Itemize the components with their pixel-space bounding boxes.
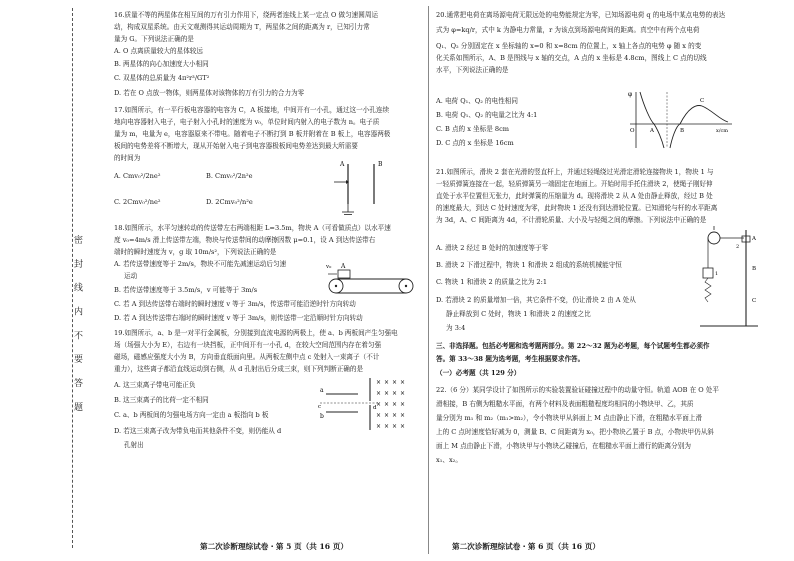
field-x-mark: ×	[384, 423, 390, 430]
q22-line: 滑相接，B 右侧为粗糙水平面，有两个材料及表面粗糙程度均相同的小物块甲、乙，其质	[436, 400, 694, 408]
q19-line: 重力），这些离子都沿直线运动到右侧，从 d 孔射出后分成三束，则下列判断正确的是	[114, 365, 364, 373]
q20-line: 20.通常把电荷在离场源电荷无限远处的电势能规定为零，已知场源电荷 q 的电场中某点电势的表达	[436, 11, 726, 19]
field-x-mark: ×	[392, 423, 398, 430]
q21-line: 为 3d，A、C 间距离为 4d，不计滑轮质量、大小及与轻绳之间的摩擦。下列说法中正确的是	[436, 216, 707, 224]
q19-velocity-selector-figure	[318, 374, 410, 442]
q20-option-d: D. C 点的 x 坐标是 16cm	[436, 139, 514, 147]
pulley-axle	[335, 285, 337, 287]
field-x-mark: ×	[376, 423, 382, 430]
field-x-mark: ×	[400, 379, 406, 386]
q17-line: 量为 m，电量为 e，电容器原来不带电。随着电子不断打到 B 板并附着在 B 板上，电容器两极	[114, 130, 391, 138]
label-a: A	[650, 128, 654, 134]
label-c: C	[700, 98, 705, 104]
q21-option-b: B. 滑块 2 下滑过程中，物块 1 和滑块 2 组成的系统机械能守恒	[436, 261, 622, 269]
q19-option-d-cont: 孔射出	[124, 441, 144, 449]
q16-option-d: D. 若在 O 点放一物体，则两星体对该物体的万有引力的合力为零	[114, 89, 305, 97]
q19-line: 19.如图所示，a、b 是一对平行金属板，分别接到直流电源的两极上，使 a、b 两板间产生匀强电	[114, 329, 398, 337]
field-x-mark: ×	[392, 401, 398, 408]
q20-line: Q₁、Q₂ 分别固定在 x 坐标轴的 x=0 和 x=8cm 的位置上，x 轴上各点的电势 φ 随 x 的变	[436, 42, 702, 50]
label-b: B	[378, 161, 383, 168]
field-x-mark: ×	[400, 401, 406, 408]
q21-line: 21.如图所示，滑块 2 套在光滑的竖直杆上，并通过轻绳绕过光滑定滑轮连接物块 1，物块 1 与	[436, 168, 714, 176]
q19-option-c: C. a、b 两板间的匀强电场方向一定由 a 板指向 b 板	[114, 411, 269, 419]
q17-line: 17.如图所示，有一平行板电容器的电容为 C，A 板接地，中间开有一小孔，通过这一小孔连续	[114, 106, 390, 114]
label-b: B	[680, 128, 685, 134]
field-x-mark: ×	[376, 390, 382, 397]
label-2: 2	[736, 244, 740, 250]
label-b: B	[752, 266, 757, 272]
footer-page-5: 第二次诊断理综试卷・第 5 页（共 16 页）	[200, 542, 348, 551]
field-x-mark: ×	[392, 412, 398, 419]
label-a: a	[320, 387, 324, 394]
q18-option-c: C. 若 A 到达传送带右端时的瞬时速度 v 等于 3m/s，传送带可能沿逆时针方向转动	[114, 300, 356, 308]
label-o: O	[630, 128, 635, 134]
q20-potential-figure	[624, 86, 736, 152]
field-x-mark: ×	[392, 390, 398, 397]
q19-option-d: D. 若这三束离子改为带负电而其他条件不变，则仍能从 d	[114, 427, 282, 435]
q19-option-a: A. 这三束离子带电可能正负	[114, 381, 196, 389]
q18-option-a: A. 若传送带速度等于 2m/s，物块不可能先减速运动后匀速	[114, 260, 287, 268]
q21-line: 直处于水平位置但无张力，此时弹簧的压缩量为 d。现将滑块 2 从 A 处由静止释放，经过 B 处	[436, 192, 713, 200]
field-x-mark: ×	[384, 390, 390, 397]
q18-line: 端时的瞬时速度为 v，g 取 10m/s²，下列说法正确的是	[114, 248, 277, 256]
q20-option-b: B. 电荷 Q₁、Q₂ 的电量之比为 4:1	[436, 111, 538, 119]
label-a: A	[340, 161, 345, 168]
potential-curve-right	[670, 106, 728, 148]
label-c: c	[318, 404, 322, 410]
q16-line: 动，构成双星系统。由天文观测得其运动周期为 T，两星体之间的距离为 r，已知引力常	[114, 23, 370, 31]
q18-line: 度 v₀=4m/s 滑上传送带左端，物块与传送带间的动摩擦因数 μ=0.1，设 A 到达传送带右	[114, 236, 376, 244]
field-x-mark: ×	[400, 423, 406, 430]
q18-conveyor-figure	[326, 256, 416, 302]
q22-line: 量分别为 m₁ 和 m₂（m₁>m₂），令小物块甲从斜面上 M 点由静止下滑，在粗糙水平面上滑	[436, 414, 703, 422]
q21-line: 的速度最大，到达 C 处时速度为零，此时物块 1 还没有到达滑轮位置。已知滑轮与杆的水平距离	[436, 204, 718, 212]
q21-option-d-cont: 静止释放到 C 处时，物块 1 和滑块 2 的速度之比	[446, 310, 591, 318]
q19-line: 场（场强大小为 E），右边有一块挡板，正中间开有一小孔 d，在较大空间范围内存在着匀强	[114, 341, 382, 349]
q22-line: 面上 M 点由静止下滑，小物块甲与小物块乙碰撞后，在粗糙水平面上滑行的距离分别为	[436, 442, 691, 450]
q17-option-b: B. Cmv₀²/2n²e	[206, 172, 253, 180]
q22-line: 22.（6 分）某同学设计了如图所示的实验装置验证碰撞过程中的动量守恒。轨道 AOB 在 O 处平	[436, 386, 719, 394]
label-a: A	[752, 236, 756, 242]
q21-line: 一轻质弹簧连接在一起，轻质弹簧另一端固定在地面上。开始时用手托住滑块 2，使绳子刚好伸	[436, 180, 713, 188]
part3-subtitle: （一）必考题（共 129 分）	[436, 369, 521, 377]
binding-margin	[0, 0, 90, 561]
q18-option-a-cont: 运动	[124, 272, 138, 280]
q17-option-d: D. 2Cmv₀²/n²e	[206, 198, 253, 206]
q21-option-c: C. 物块 1 和滑块 2 的质量之比为 2:1	[436, 278, 548, 286]
potential-curve-left	[640, 92, 664, 148]
q21-option-d: D. 若滑块 2 的质量增加一倍，其它条件不变，仍让滑块 2 由 A 处从	[436, 296, 636, 304]
q17-line: 的时间为	[114, 154, 141, 162]
q20-option-a: A. 电荷 Q₁、Q₂ 的电性相同	[436, 97, 518, 105]
q20-option-c: C. B 点的 x 坐标是 8cm	[436, 125, 510, 133]
q16-option-a: A. O 点离质量较大的星体较远	[114, 47, 203, 55]
q17-line: 板间的电势差将不断增大，现从开始射入电子到电容器极板间电势差达到最大所需要	[114, 142, 358, 150]
q19-line: 磁场，磁感应强度大小为 B，方向垂直纸面向里。从两板左侧中点 c 处射入一束离子（不计	[114, 353, 380, 361]
label-phi: φ	[628, 91, 633, 98]
field-x-mark: ×	[384, 401, 390, 408]
label-b: b	[320, 413, 324, 420]
q16-option-b: B. 两星体的向心加速度大小相同	[114, 60, 209, 68]
q17-option-a: A. Cmv₀²/2ne²	[114, 172, 161, 180]
field-x-mark: ×	[376, 401, 382, 408]
field-x-mark: ×	[384, 379, 390, 386]
label-c: C	[752, 298, 757, 304]
seal-notice: 密 封 线 内 不 要 答 题	[72, 235, 82, 418]
page-divider	[428, 6, 429, 554]
field-x-mark: ×	[400, 412, 406, 419]
q21-option-a: A. 滑块 2 经过 B 处时的加速度等于零	[436, 244, 549, 252]
q18-option-b: B. 若传送带速度等于 3.5m/s，v 可能等于 3m/s	[114, 286, 258, 294]
block-1	[703, 268, 713, 278]
footer-page-6: 第二次诊断理综试卷・第 6 页（共 16 页）	[452, 542, 600, 551]
field-x-mark: ×	[400, 390, 406, 397]
field-x-mark: ×	[376, 379, 382, 386]
q16-line: 量为 G。下列说法正确的是	[114, 35, 194, 43]
q17-option-c: C. 2Cmv₀²/ne²	[114, 198, 161, 206]
q19-option-b: B. 这三束离子的比荷一定不相同	[114, 396, 209, 404]
q17-capacitor-figure	[330, 158, 400, 220]
q17-line: 地向电容器射入电子，电子射入小孔时的速度为 v₀，单位时间内射入的电子数为 n。电子质	[114, 118, 380, 126]
part3-line: 答。第 33～38 题为选考题，考生根据要求作答。	[436, 355, 585, 363]
q18-option-d: D. 若 A 到达传送带右端时的瞬时速度 v 等于 3m/s，则传送带一定沿顺时针方向转动	[114, 314, 363, 322]
field-x-mark: ×	[376, 412, 382, 419]
field-x-mark: ×	[384, 412, 390, 419]
q22-line: 上的 C 点时速度恰好减为 0，测量 B、C 间距离为 x₀，把小物块乙置于 B 点，小物块甲仍从斜	[436, 428, 714, 436]
q20-line: 化关系如图所示，A、B 是图线与 x 轴的交点，A 点的 x 坐标是 4.8cm，图线上 C 点的切线	[436, 54, 707, 62]
q21-pulley-figure	[700, 226, 762, 332]
part3-line: 三、非选择题。包括必考题和选考题两部分。第 22～32 题为必考题，每个试题考生都必须作	[436, 342, 710, 350]
q22-line: x₁、x₂。	[436, 456, 462, 464]
label-a: A	[341, 263, 346, 270]
label-v0: v₀	[326, 264, 332, 270]
block-a	[338, 270, 350, 278]
field-x-mark: ×	[392, 379, 398, 386]
label-1: 1	[715, 271, 719, 277]
pulley-axle	[405, 285, 407, 287]
pulley	[708, 232, 720, 244]
q20-line: 式为 φ=kq/r，式中 k 为静电力常量，r 为该点到场源电荷间的距离。真空中有两个点电荷	[436, 26, 700, 34]
q21-option-d-cont: 为 3:4	[446, 324, 466, 332]
q16-option-c: C. 双星体的总质量为 4π²r³/GT²	[114, 74, 210, 82]
magnetic-field-marks	[376, 379, 405, 430]
label-x: x/cm	[716, 128, 729, 134]
q20-line: 水平，下列说法正确的是	[436, 66, 509, 74]
q16-line: 16.质量不等的两星体在相互间的万有引力作用下，绕两者连线上某一定点 O 做匀速圆周运	[114, 11, 379, 19]
label-d: d	[373, 405, 377, 411]
spring	[705, 278, 711, 302]
q18-line: 18.如图所示，水平匀速转动的传送带左右两端相距 L=3.5m，物块 A（可看做质点）以水平速	[114, 224, 391, 232]
